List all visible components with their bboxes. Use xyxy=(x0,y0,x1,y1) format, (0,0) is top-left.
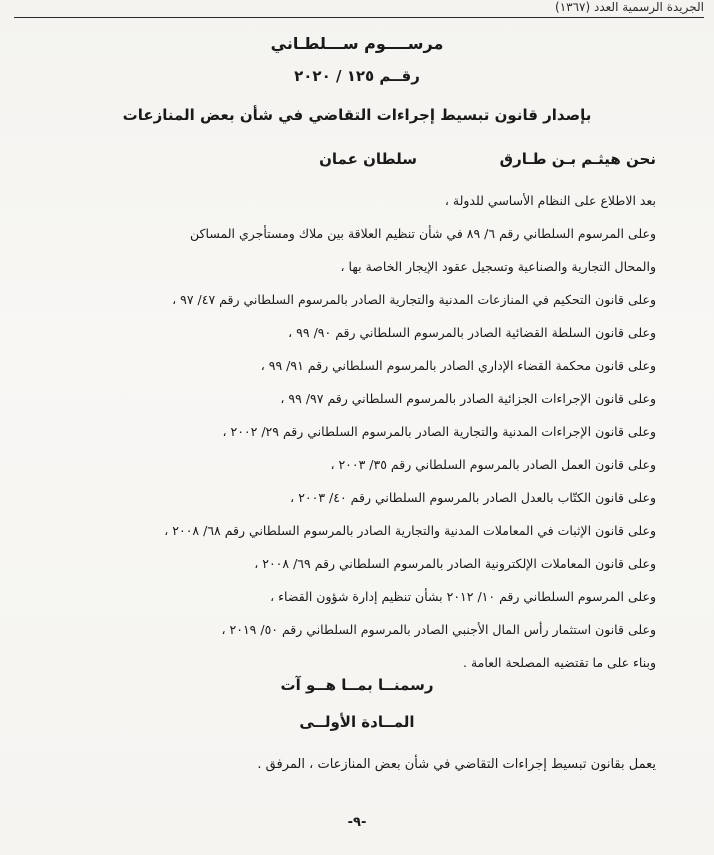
article-text: يعمل بقانون تبسيط إجراءات التقاضي في شأن بعض المنازعات ، المرفق . xyxy=(257,757,656,772)
sultan-name: نحن هيثـم بـن طـارق xyxy=(499,150,656,168)
preamble-line: وعلى قانون السلطة القضائية الصادر بالمرسوم السلطاني رقم ٩٠/ ٩٩ ، xyxy=(288,325,656,340)
gazette-header: الجريدة الرسمية العدد (١٣٦٧) xyxy=(14,0,704,18)
preamble-line: وعلى قانون الكتّاب بالعدل الصادر بالمرسوم السلطاني رقم ٤٠/ ٢٠٠٣ ، xyxy=(290,490,656,505)
preamble-line: وعلى قانون استثمار رأس المال الأجنبي الصادر بالمرسوم السلطاني رقم ٥٠/ ٢٠١٩ ، xyxy=(221,622,656,637)
page-number: -٩- xyxy=(347,815,367,830)
article-title: المــادة الأولــى xyxy=(299,713,415,731)
sultan-title: سلطان عمان xyxy=(319,150,417,168)
preamble-line: وعلى المرسوم السلطاني رقم ١٠/ ٢٠١٢ بشأن تنظيم إدارة شؤون القضاء ، xyxy=(270,589,656,604)
preamble-line: وعلى المرسوم السلطاني رقم ٦/ ٨٩ في شأن تنظيم العلاقة بين ملاك ومستأجري المساكن xyxy=(190,226,656,241)
preamble-line: وعلى قانون المعاملات الإلكترونية الصادر بالمرسوم السلطاني رقم ٦٩/ ٢٠٠٨ ، xyxy=(254,556,656,571)
preamble-line: وعلى قانون محكمة القضاء الإداري الصادر بالمرسوم السلطاني رقم ٩١/ ٩٩ ، xyxy=(260,358,656,373)
preamble-line: وبناء على ما تقتضيه المصلحة العامة . xyxy=(463,655,656,670)
decision-heading: رسمنــا بمــا هــو آت xyxy=(280,676,434,694)
preamble-line: وعلى قانون العمل الصادر بالمرسوم السلطاني رقم ٣٥/ ٢٠٠٣ ، xyxy=(330,457,656,472)
preamble-line: وعلى قانون الإثبات في المعاملات المدنية والتجارية الصادر بالمرسوم السلطاني رقم ٦٨/ ٢٠٠٨ ، xyxy=(164,523,656,538)
decree-number: رقــم ١٢٥ / ٢٠٢٠ xyxy=(294,67,420,85)
preamble-line: والمحال التجارية والصناعية وتسجيل عقود الإيجار الخاصة بها ، xyxy=(340,259,656,274)
preamble-line: وعلى قانون الإجراءات الجزائية الصادر بالمرسوم السلطاني رقم ٩٧/ ٩٩ ، xyxy=(280,391,656,406)
preamble-line: بعد الاطلاع على النظام الأساسي للدولة ، xyxy=(444,193,656,208)
preamble-line: وعلى قانون التحكيم في المنازعات المدنية والتجارية الصادر بالمرسوم السلطاني رقم ٤٧/ ٩٧ ، xyxy=(172,292,656,307)
preamble-line: وعلى قانون الإجراءات المدنية والتجارية الصادر بالمرسوم السلطاني رقم ٢٩/ ٢٠٠٢ ، xyxy=(222,424,656,439)
decree-title: مرســــوم ســـلطـاني xyxy=(270,34,444,53)
decree-subject: بإصدار قانون تبسيط إجراءات التقاضي في شأن بعض المنازعات xyxy=(122,106,592,124)
